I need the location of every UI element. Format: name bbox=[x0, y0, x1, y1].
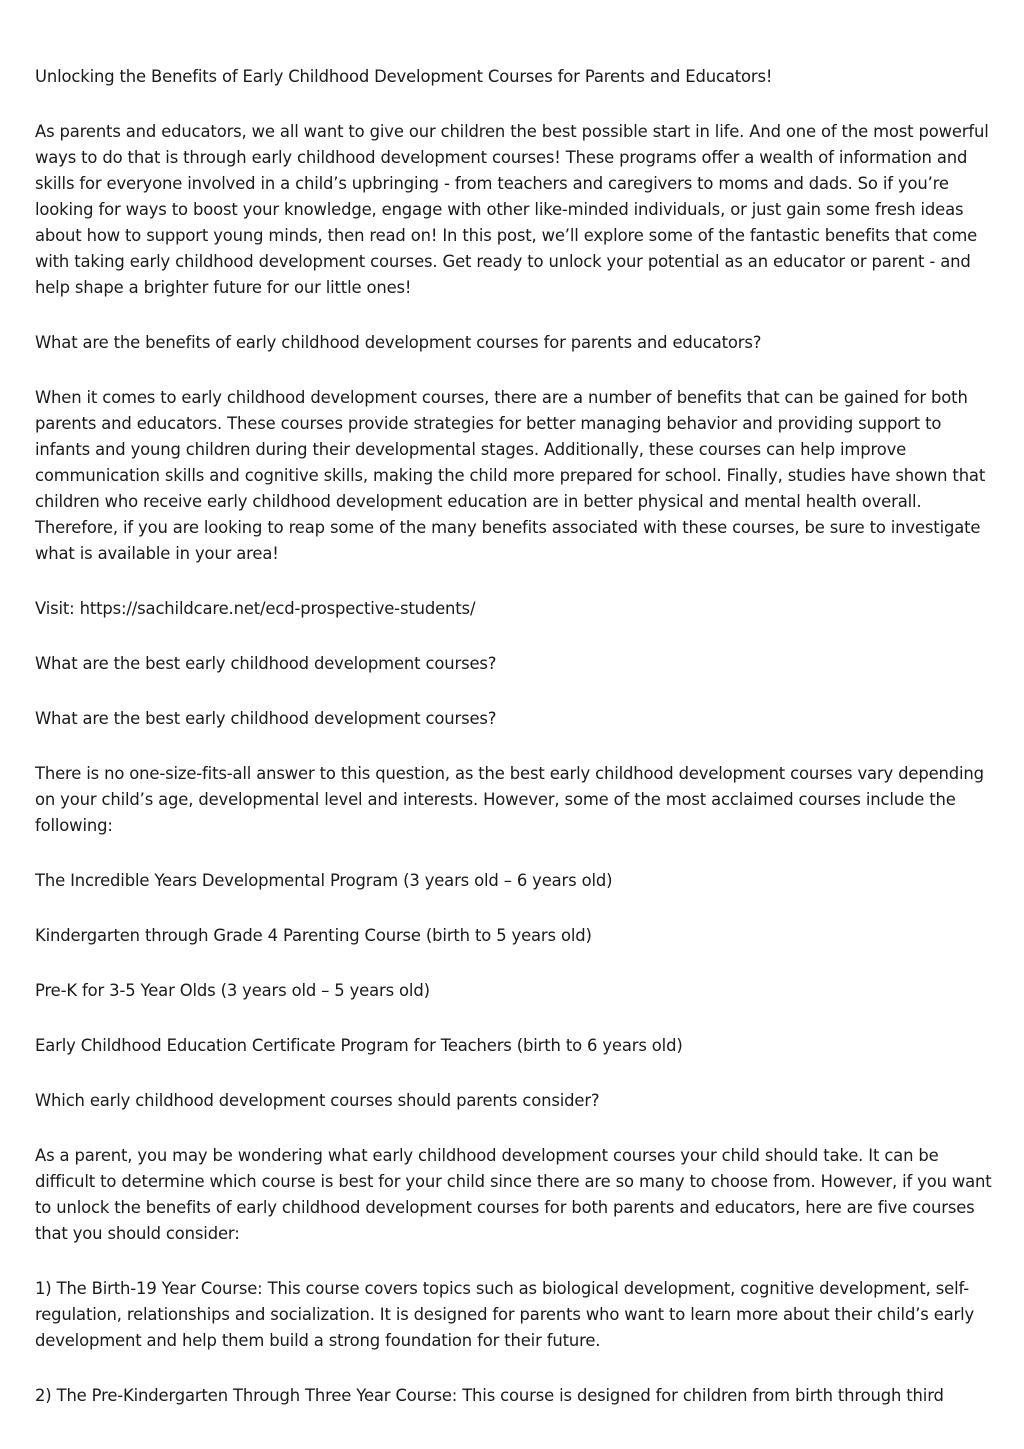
course-list-item: The Incredible Years Developmental Program (3 years old – 6 years old) bbox=[35, 871, 613, 890]
benefits-paragraph: When it comes to early childhood development courses, there are a number of benefits that can be gained for both parents and educators. These courses provide strategies for better managing behavior and providing support to infants and young children during their developmental stages. Additionally, these courses can help improve communication skills and cognitive skills, making the child more prepared for school. Finally, studies have shown that children who receive early childhood development education are in better physical and mental health overall. Therefore, if you are looking to reap some of the many benefits associated with these courses, be sure to investigate what is available in your area! bbox=[35, 388, 986, 563]
course-list-item: Pre-K for 3-5 Year Olds (3 years old – 5 years old) bbox=[35, 981, 430, 1000]
benefits-heading: What are the benefits of early childhood development courses for parents and educators? bbox=[35, 333, 762, 352]
visit-link-line[interactable]: Visit: https://sachildcare.net/ecd-prospective-students/ bbox=[35, 599, 476, 618]
course-list-item: Kindergarten through Grade 4 Parenting Course (birth to 5 years old) bbox=[35, 926, 592, 945]
course-list-item: Early Childhood Education Certificate Program for Teachers (birth to 6 years old) bbox=[35, 1036, 683, 1055]
numbered-course-1: 1) The Birth-19 Year Course: This course covers topics such as biological development, cognitive development, self-regulation, relationships and socialization. It is designed for parents who want to learn more about their child’s early development and help them build a strong foundation for their future. bbox=[35, 1279, 975, 1350]
document-title: Unlocking the Benefits of Early Childhood Development Courses for Parents and Educators! bbox=[35, 67, 773, 86]
parents-paragraph: As a parent, you may be wondering what early childhood development courses your child should take. It can be difficult to determine which course is best for your child since there are so many to choose from. However, if you want to unlock the benefits of early childhood development courses for both parents and educators, here are five courses that you should consider: bbox=[35, 1146, 992, 1243]
numbered-course-2: 2) The Pre-Kindergarten Through Three Year Course: This course is designed for children from birth through third bbox=[35, 1386, 944, 1405]
best-courses-paragraph: There is no one-size-fits-all answer to this question, as the best early childhood development courses vary depending on your child’s age, developmental level and interests. However, some of the most acclaimed courses include the following: bbox=[35, 764, 984, 835]
intro-paragraph: As parents and educators, we all want to give our children the best possible start in life. And one of the most powerful ways to do that is through early childhood development courses! These programs offer a wealth of information and skills for everyone involved in a child’s upbringing - from teachers and caregivers to moms and dads. So if you’re looking for ways to boost your knowledge, engage with other like-minded individuals, or just gain some fresh ideas about how to support young minds, then read on! In this post, we’ll explore some of the fantastic benefits that come with taking early childhood development courses. Get ready to unlock your potential as an educator or parent - and help shape a brighter future for our little ones! bbox=[35, 122, 989, 297]
best-courses-heading: What are the best early childhood development courses? bbox=[35, 654, 497, 673]
document-page bbox=[35, 64, 995, 1438]
parents-heading: Which early childhood development courses should parents consider? bbox=[35, 1091, 600, 1110]
best-courses-heading-repeat: What are the best early childhood development courses? bbox=[35, 709, 497, 728]
